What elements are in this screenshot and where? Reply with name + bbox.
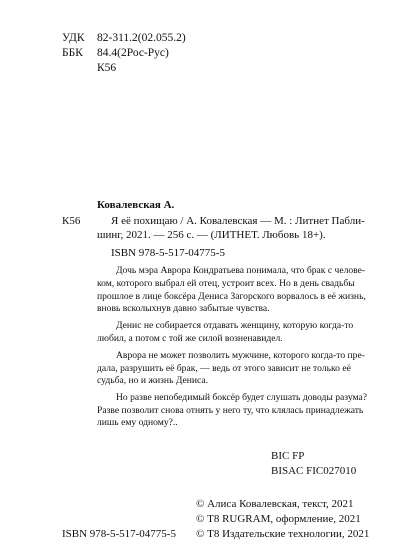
footer-isbn: ISBN 978-5-517-04775-5 [62,528,176,540]
annotation-line: ком, которого выбрал ей отец, устроит всех. Но в день свадьбы [97,278,355,289]
bisac-code: BISAC FIC027010 [271,465,357,477]
bbk-label: ББК [62,47,83,59]
record-title-line-2: шинг, 2021. — 256 с. — (ЛИТНЕТ. Любовь 18+). [97,229,326,241]
annotation-line: любил, а потом с той же силой возненавидел. [97,333,283,344]
bic-code: BIC FP [271,450,305,462]
annotation-line: Денис не собирается отдавать женщину, которую когда-то [116,320,354,331]
annotation-line: дала, разрушить её брак, — ведь от этого зависит не только её [97,363,351,374]
cutter-mark: К56 [97,62,117,74]
udk-label: УДК [62,32,85,44]
annotation-line: Дочь мэра Аврора Кондратьева понимала, что брак с челове- [116,265,366,276]
record-isbn: ISBN 978-5-517-04775-5 [111,247,225,259]
copyright-line: © Алиса Ковалевская, текст, 2021 [196,498,354,510]
bbk-value: 84.4(2Рос-Рус) [97,47,169,59]
annotation-line: лишь ему одному?.. [97,417,178,428]
record-title-line-1: Я её похищаю / А. Ковалевская — М. : Литнет Пабли- [111,215,365,227]
record-author: Ковалевская А. [97,199,175,211]
udk-value: 82-311.2(02.055.2) [97,32,186,44]
udk-row [62,31,186,45]
bbk-row [62,46,169,60]
record-cutter: К56 [62,215,81,227]
annotation-line: вновь всколыхнув давно забытые чувства. [97,303,270,314]
annotation-line: Аврора не может позволить мужчине, которого когда-то пре- [116,350,365,361]
annotation-line: Но разве непобедимый боксёр будет слушать доводы разума? [116,392,368,403]
annotation-line: судьба, но и жизнь Дениса. [97,375,209,386]
copyright-line: © Т8 RUGRAM, оформление, 2021 [196,513,361,525]
annotation-line: Разве позволит снова отнять у него ту, что клялась принадлежать [97,405,364,416]
annotation-line: прошлое в лице боксёра Дениса Загорского ворвалось в её жизнь, [97,291,366,302]
copyright-line: © Т8 Издательские технологии, 2021 [196,528,370,540]
